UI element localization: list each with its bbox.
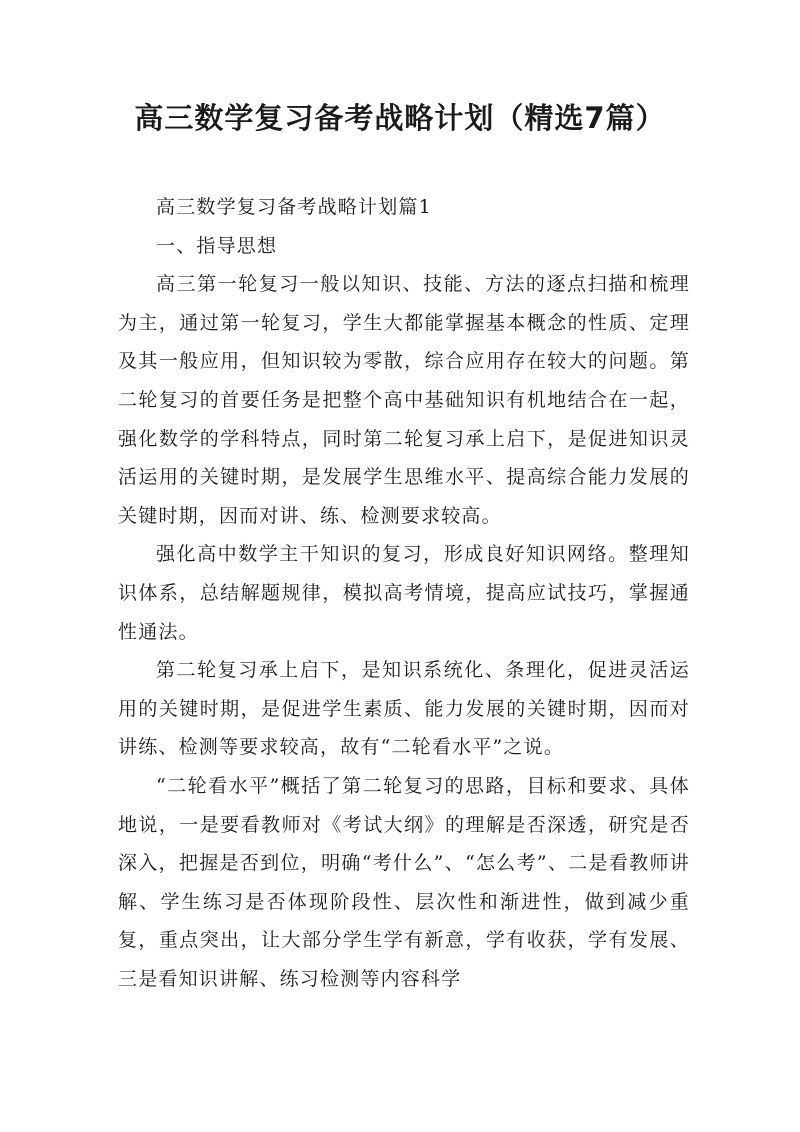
subtitle: 高三数学复习备考战略计划篇1 (156, 196, 432, 218)
paragraph: 高三第一轮复习一般以知识、技能、方法的逐点扫描和梳理为主，通过第一轮复习，学生大都能掌握基本概念的性质、定理及其一般应用，但知识较为零散，综合应用存在较大的问题。第二轮复习的首要任务是把整个高中基础知识有机地结合在一起，强化数学的学科特点，同时第二轮复习承上启下，是促进知识灵活运用的关键时期，是发展学生思维水平、提高综合能力发展的关键时期，因而对讲、练、检测要求较高。 (118, 273, 690, 527)
document-body (118, 188, 690, 998)
paragraph: “二轮看水平”概括了第二轮复习的思路，目标和要求、具体地说，一是要看教师对《考试大纲》的理解是否深透，研究是否深入，把握是否到位，明确“考什么”、“怎么考”、二是看教师讲解、学生练习是否体现阶段性、层次性和渐进性，做到减少重复，重点突出，让大部分学生学有新意，学有收获，学有发展、三是看知识讲解、练习检测等内容科学 (118, 774, 690, 990)
section-heading: 一、指导思想 (156, 234, 278, 257)
document-title: 高三数学复习备考战略计划（精选7篇） (134, 101, 666, 135)
paragraph: 强化高中数学主干知识的复习，形成良好知识网络。整理知识体系，总结解题规律，模拟高考情境，提高应试技巧，掌握通性通法。 (118, 543, 690, 643)
paragraph: 第二轮复习承上启下，是知识系统化、条理化，促进灵活运用的关键时期，是促进学生素质、能力发展的关键时期，因而对讲练、检测等要求较高，故有“二轮看水平”之说。 (118, 659, 690, 759)
